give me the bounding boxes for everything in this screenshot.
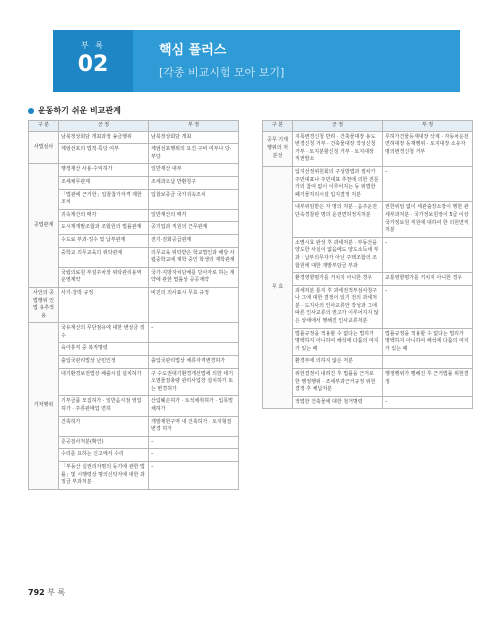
positive-cell: 중학교 의무교육의 위탁관계: [59, 247, 149, 267]
positive-cell: 지목변경신청 반려 · 건축물대장 용도변경신청 거부 · 건축물대장 작성신청 거부 · 토지분할신청 거부 · 토지대장 직권말소: [293, 131, 383, 166]
positive-cell: 도시재개발조합과 조합원의 법률관계: [59, 222, 149, 235]
table-row: [29, 416, 239, 436]
footer-label: 부 록: [47, 588, 66, 597]
bullet-icon: [28, 108, 34, 114]
negative-cell: [383, 356, 473, 369]
positive-cell: 과세처분 통지 후 과세전적부심사청구나 그에 대한 결정이 있기 전의 과세처분 · 도지사의 인사교류안 작성과 그에 따른 인사교류의 권고가 이루어지지 않은 상태에서 행해진 인사교류처분: [293, 285, 383, 328]
table-row: [29, 368, 239, 396]
table-row: [29, 449, 239, 462]
positive-cell: 남북정상회담 개최과정 송금행위: [59, 131, 149, 144]
positive-cell: 환경영향평가를 거치지 아니한 경우: [293, 273, 383, 286]
positive-cell: 기부금품 모집허가 · 일반음식점 영업허가 · 주류판매업 면허: [59, 396, 149, 416]
table-row: [263, 202, 473, 237]
banner-subtitle: [각종 비교시험 모아 보기]: [159, 66, 285, 79]
table-row: [29, 144, 239, 164]
section-title: 운동하기 쉬운 비교관계: [38, 106, 121, 115]
table-row: [29, 287, 239, 322]
positive-cell: 입지선정위원회의 구성방법과 절차가 주민대표나 주민대표 추천에 의한 전문가의 참여 없이 이루어지는 등 위법한 폐기물처리시설 입지결정 처분: [293, 166, 383, 201]
section-heading: [28, 105, 121, 116]
positive-cell: 조세채무관계: [59, 176, 149, 189]
category-cell: 공법관계: [29, 164, 59, 288]
table-row: [263, 273, 473, 286]
table-row: [29, 462, 239, 490]
positive-cell: 국유재산의 무단점유에 대한 변상금 징수: [59, 323, 149, 343]
banner-label: 부 록: [81, 41, 105, 50]
negative-cell: –: [383, 396, 473, 409]
positive-cell: 사기·강박 규정: [59, 287, 149, 322]
positive-cell: 계엄선포의 법적·특당 여부: [59, 144, 149, 164]
chapter-number-box: [53, 30, 133, 92]
negative-cell: 의무교육 위탁받은 학교법인과 해당 사립중학교에 재학 중인 학생의 재학관계: [149, 247, 239, 267]
table-row: [29, 209, 239, 222]
table-row: [29, 131, 239, 144]
table-row: [29, 234, 239, 247]
table-row: [263, 356, 473, 369]
negative-cell: 조세과오납 반환청구: [149, 176, 239, 189]
category-cell: 무 효: [263, 166, 293, 408]
negative-cell: –: [149, 449, 239, 462]
positive-cell: 법률규정을 적용할 수 없다는 법리가 명백하지 아니하여 해석에 다툼의 여지가 있는 때: [293, 328, 383, 356]
header-positive: 긍 정: [293, 121, 383, 132]
negative-cell: 입찰보증금 국가귀속조치: [149, 189, 239, 209]
negative-cell: 출입국관리법상 체류자격변경허가: [149, 356, 239, 369]
table-row: [29, 396, 239, 416]
header-negative: 부 정: [149, 121, 239, 132]
header-category: 구 분: [29, 121, 59, 132]
banner-number: 02: [77, 52, 109, 77]
positive-cell: 육아휴직 중 복직명령: [59, 343, 149, 356]
negative-cell: 법률규정을 적용할 수 없다는 법리가 명백하지 아니하여 해석에 다툼의 여지가 있는 때: [383, 328, 473, 356]
positive-cell: 국립의료원 부설주차장 위탁관리용역 운영계약: [59, 267, 149, 287]
table-row: [29, 323, 239, 343]
header-positive: 긍 정: [59, 121, 149, 132]
negative-cell: –: [149, 323, 239, 343]
positive-cell: 위헌결정이 내려진 후 법률을 근거로 한 행정행위 · 조세부과근거규정 위헌결정 후 체납처분: [293, 369, 383, 397]
negative-cell: 개발제한구역 내 건축허가 · 토지형질변경 허가: [149, 416, 239, 436]
negative-cell: –: [149, 462, 239, 490]
left-comparison-table: [28, 120, 239, 490]
positive-cell: 수리를 요하는 신고에서 수리: [59, 449, 149, 462]
header-negative: 부 정: [383, 121, 473, 132]
category-cell: 가처행위: [29, 323, 59, 490]
table-row: [263, 285, 473, 328]
negative-cell: –: [149, 436, 239, 449]
table-row: [263, 237, 473, 272]
positive-cell: 건축허가: [59, 416, 149, 436]
table-row: [263, 369, 473, 397]
negative-cell: 계엄선포행위의 요건 구비 여부나 당·부당: [149, 144, 239, 164]
right-comparison-table: [262, 120, 473, 409]
negative-cell: –: [383, 237, 473, 272]
chapter-banner: [53, 30, 460, 92]
positive-cell: 「부동산 실권리자명의 등기에 관한 법률」및 시행령상 명의신탁자에 대한 과징금 부과처분: [59, 462, 149, 490]
positive-cell: 소멸시효 완성 후 과세처분 · 부동산을 양도한 사실이 없음에도 양도소득세 부과 · 납부의무자가 아닌 주택조합의 조합원에 대한 개발부담금 부과: [293, 237, 383, 272]
positive-cell: 내부위임받은 자 명의 처분 · 음주운전 단속경찰관 명의 운전면허정지처분: [293, 202, 383, 237]
negative-cell: 남북정상회담 개최: [149, 131, 239, 144]
positive-cell: 「법관에 근거한」입찰참가자격 제한조치: [59, 189, 149, 209]
negative-cell: 무허가건물등재대장 삭제 · 자동차운전면허대장 등재행위 · 토지대장 소유자명의변경신청 거부: [383, 131, 473, 166]
table-row: [263, 328, 473, 356]
table-row: [29, 189, 239, 209]
category-cell: 공무 기재행위의 처분성: [263, 131, 293, 166]
negative-cell: 국가·지방자치단체를 당사자로 하는 계약에 관한 법률상 공공계약: [149, 267, 239, 287]
positive-cell: 대기환경보전법상 배출시설 설치허가: [59, 368, 149, 396]
positive-cell: 출입국관리법상 난민인정: [59, 356, 149, 369]
banner-title: 핵심 플러스: [159, 43, 227, 58]
negative-cell: 비진의 의사표시 무효 규정: [149, 287, 239, 322]
negative-cell: 구 수도권대기환경개선법에 의한 대기오염물질총량 관리사업장 설치허가 또는 변경허가: [149, 368, 239, 396]
table-row: [29, 343, 239, 356]
negative-cell: 권한위임 없이 세관출장소장이 행한 관세부과처분 · 국가정보원장이 5급 이상 국가정보원 직원에 대하여 한 의원면직처분: [383, 202, 473, 237]
table-row: [29, 164, 239, 177]
negative-cell: [149, 343, 239, 356]
page-footer: [28, 587, 65, 598]
category-cell: 사인의 공법행위 인법 유추적용: [29, 287, 59, 322]
negative-cell: 일반재산의 매각: [149, 209, 239, 222]
table-row: [29, 176, 239, 189]
positive-cell: 적법한 건축물에 대한 철거명령: [293, 396, 383, 409]
positive-cell: 준공검사처분(확인): [59, 436, 149, 449]
page-number: 792: [28, 588, 45, 597]
table-row: [29, 267, 239, 287]
negative-cell: 일반재산 대부: [149, 164, 239, 177]
header-category: 구 분: [263, 121, 293, 132]
negative-cell: 전기·전화공급관계: [149, 234, 239, 247]
negative-cell: 교통영향평가를 거치지 아니한 경우: [383, 273, 473, 286]
positive-cell: 귀속재산의 매각: [59, 209, 149, 222]
negative-cell: –: [383, 285, 473, 328]
table-row: [263, 396, 473, 409]
negative-cell: –: [383, 166, 473, 201]
table-row: [29, 247, 239, 267]
positive-cell: 행정재산 사용·수익허가: [59, 164, 149, 177]
negative-cell: 행정행위가 행해진 후 근거법률 위헌결정: [383, 369, 473, 397]
table-row: [29, 356, 239, 369]
table-row: [29, 436, 239, 449]
negative-cell: 공기업과 직원의 근무관계: [149, 222, 239, 235]
table-row: [263, 131, 473, 166]
positive-cell: 환경부에 의하지 않은 처분: [293, 356, 383, 369]
category-cell: 사법심사: [29, 131, 59, 164]
negative-cell: 산림훼손허가 · 토석채취허가 · 입목벌채허가: [149, 396, 239, 416]
table-row: [263, 166, 473, 201]
table-row: [29, 222, 239, 235]
positive-cell: 수도료 부과·징수 및 납부관계: [59, 234, 149, 247]
